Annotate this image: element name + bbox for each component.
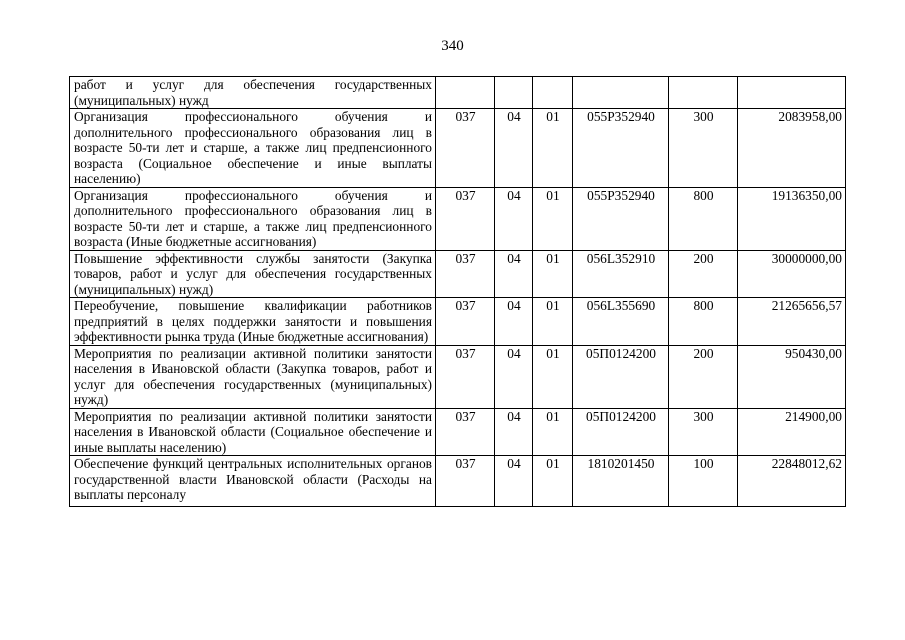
budget-table	[69, 76, 846, 507]
table-row	[70, 298, 846, 346]
section-code: 04	[495, 250, 533, 298]
amount: 19136350,00	[738, 187, 846, 250]
table-row	[70, 250, 846, 298]
target-code: 055P352940	[573, 109, 669, 188]
row-description: Обеспечение функций центральных исполнительных органов государственной власти Ивановской области (Расходы на выплаты персоналу	[70, 456, 436, 507]
ministry-code: 037	[436, 345, 495, 408]
section-code: 04	[495, 187, 533, 250]
amount: 30000000,00	[738, 250, 846, 298]
expense-type-code: 300	[669, 408, 738, 456]
amount: 22848012,62	[738, 456, 846, 507]
amount: 214900,00	[738, 408, 846, 456]
section-code: 04	[495, 456, 533, 507]
row-description: Организация профессионального обучения и дополнительного профессионального образования лиц в возрасте 50-ти лет и старше, а также лиц предпенсионного возраста (Иные бюджетные ассигнования)	[70, 187, 436, 250]
ministry-code: 037	[436, 250, 495, 298]
subsection-code: 01	[533, 345, 573, 408]
table-row	[70, 77, 846, 109]
table-row	[70, 109, 846, 188]
ministry-code: 037	[436, 187, 495, 250]
subsection-code: 01	[533, 456, 573, 507]
table-row	[70, 408, 846, 456]
section-code: 04	[495, 345, 533, 408]
expense-type-code: 300	[669, 109, 738, 188]
subsection-code: 01	[533, 298, 573, 346]
ministry-code: 037	[436, 456, 495, 507]
expense-type-code: 800	[669, 298, 738, 346]
target-code: 056L355690	[573, 298, 669, 346]
row-description: Мероприятия по реализации активной политики занятости населения в Ивановской области (Закупка товаров, работ и услуг для обеспечения государственных (муниципальных) нужд)	[70, 345, 436, 408]
amount	[738, 77, 846, 109]
amount: 950430,00	[738, 345, 846, 408]
amount: 21265656,57	[738, 298, 846, 346]
ministry-code: 037	[436, 298, 495, 346]
section-code	[495, 77, 533, 109]
expense-type-code	[669, 77, 738, 109]
subsection-code: 01	[533, 250, 573, 298]
expense-type-code: 100	[669, 456, 738, 507]
table-row	[70, 456, 846, 507]
page-number: 340	[441, 38, 464, 54]
table-row	[70, 187, 846, 250]
expense-type-code: 200	[669, 345, 738, 408]
expense-type-code: 800	[669, 187, 738, 250]
section-code: 04	[495, 109, 533, 188]
subsection-code: 01	[533, 187, 573, 250]
row-description: работ и услуг для обеспечения государственных (муниципальных) нужд	[70, 77, 436, 109]
subsection-code	[533, 77, 573, 109]
row-description: Мероприятия по реализации активной политики занятости населения в Ивановской области (Социальное обеспечение и иные выплаты населению)	[70, 408, 436, 456]
section-code: 04	[495, 298, 533, 346]
section-code: 04	[495, 408, 533, 456]
target-code: 05П0124200	[573, 408, 669, 456]
target-code: 1810201450	[573, 456, 669, 507]
target-code: 05П0124200	[573, 345, 669, 408]
ministry-code	[436, 77, 495, 109]
ministry-code: 037	[436, 408, 495, 456]
row-description: Повышение эффективности службы занятости (Закупка товаров, работ и услуг для обеспечения государственных (муниципальных) нужд)	[70, 250, 436, 298]
ministry-code: 037	[436, 109, 495, 188]
target-code: 056L352910	[573, 250, 669, 298]
row-description: Переобучение, повышение квалификации работников предприятий в целях поддержки занятости и повышения эффективности рынка труда (Иные бюджетные ассигнования)	[70, 298, 436, 346]
subsection-code: 01	[533, 408, 573, 456]
amount: 2083958,00	[738, 109, 846, 188]
target-code: 055P352940	[573, 187, 669, 250]
target-code	[573, 77, 669, 109]
subsection-code: 01	[533, 109, 573, 188]
expense-type-code: 200	[669, 250, 738, 298]
table-row	[70, 345, 846, 408]
row-description: Организация профессионального обучения и дополнительного профессионального образования лиц в возрасте 50-ти лет и старше, а также лиц предпенсионного возраста (Социальное обеспечение и иные выплаты населению)	[70, 109, 436, 188]
